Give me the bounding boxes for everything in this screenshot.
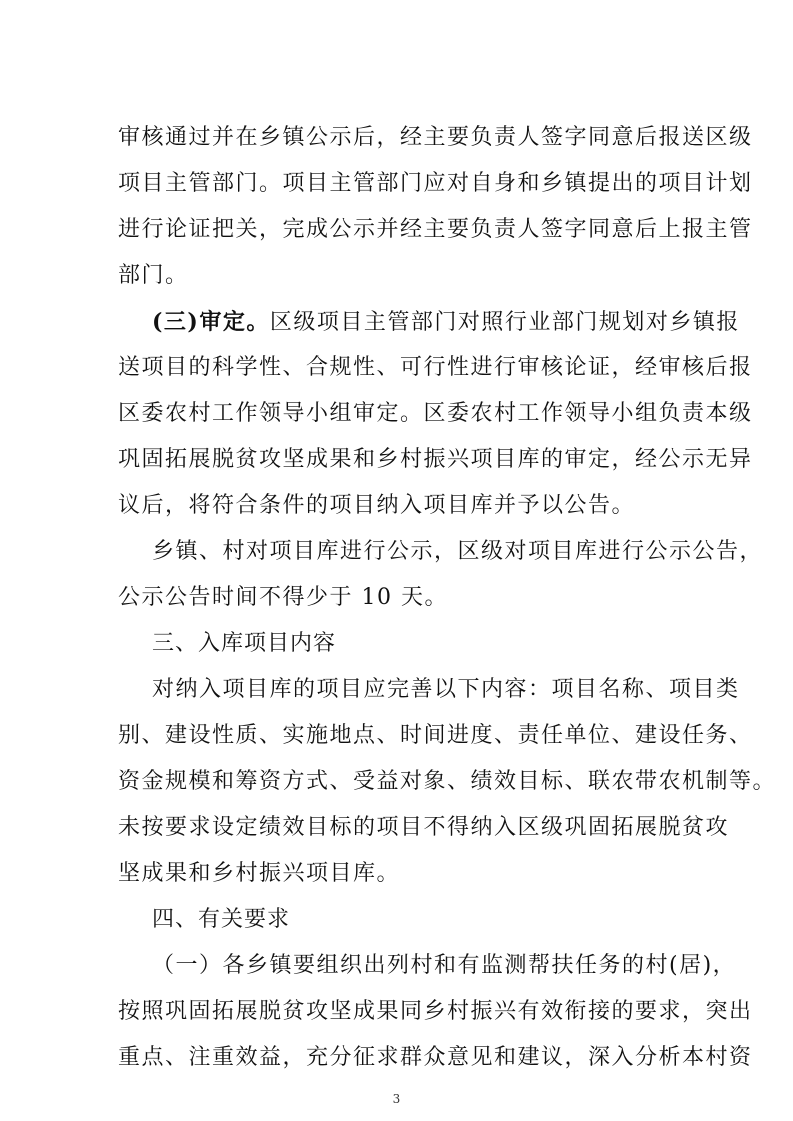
section-heading-4: 四、有关要求 [152, 907, 291, 932]
body-line: 部门。 [118, 263, 189, 288]
body-line: 项目主管部门。项目主管部门应对自身和乡镇提出的项目计划 [118, 171, 753, 196]
body-line: 进行论证把关，完成公示并经主要负责人签字同意后上报主管 [118, 217, 753, 242]
body-line: 资金规模和筹资方式、受益对象、绩效目标、联农带农机制等。 [118, 769, 777, 794]
body-line: 重点、注重效益，充分征求群众意见和建议，深入分析本村资 [118, 1045, 753, 1070]
body-line: 送项目的科学性、合规性、可行性进行审核论证，经审核后报 [118, 355, 753, 380]
page-number: 3 [392, 1092, 401, 1106]
section-three-paragraph-start [152, 307, 740, 338]
paragraph-start: 乡镇、村对项目库进行公示，区级对项目库进行公示公告， [152, 539, 764, 564]
body-line: 公示公告时间不得少于 10 天。 [118, 585, 448, 610]
body-line: 议后，将符合条件的项目纳入项目库并予以公告。 [118, 493, 636, 518]
body-line: 坚成果和乡村振兴项目库。 [118, 861, 401, 886]
paragraph-start: 对纳入项目库的项目应完善以下内容：项目名称、项目类 [152, 677, 740, 702]
body-line: 按照巩固拓展脱贫攻坚成果同乡村振兴有效衔接的要求，突出 [118, 999, 753, 1024]
section-heading-3: 三、入库项目内容 [152, 631, 337, 656]
body-line: 未按要求设定绩效目标的项目不得纳入区级巩固拓展脱贫攻 [118, 815, 730, 840]
body-line: 巩固拓展脱贫攻坚成果和乡村振兴项目库的审定，经公示无异 [118, 447, 753, 472]
body-line: 别、建设性质、实施地点、时间进度、责任单位、建设任务、 [118, 723, 753, 748]
body-line: 区委农村工作领导小组审定。区委农村工作领导小组负责本级 [118, 401, 753, 426]
paragraph-start: （一）各乡镇要组织出列村和有监测帮扶任务的村(居)， [152, 953, 737, 978]
section-three-text: 区级项目主管部门对照行业部门规划对乡镇报 [269, 310, 740, 335]
body-line: 审核通过并在乡镇公示后，经主要负责人签字同意后报送区级 [118, 125, 753, 150]
section-three-lead: (三)审定。 [152, 309, 270, 335]
